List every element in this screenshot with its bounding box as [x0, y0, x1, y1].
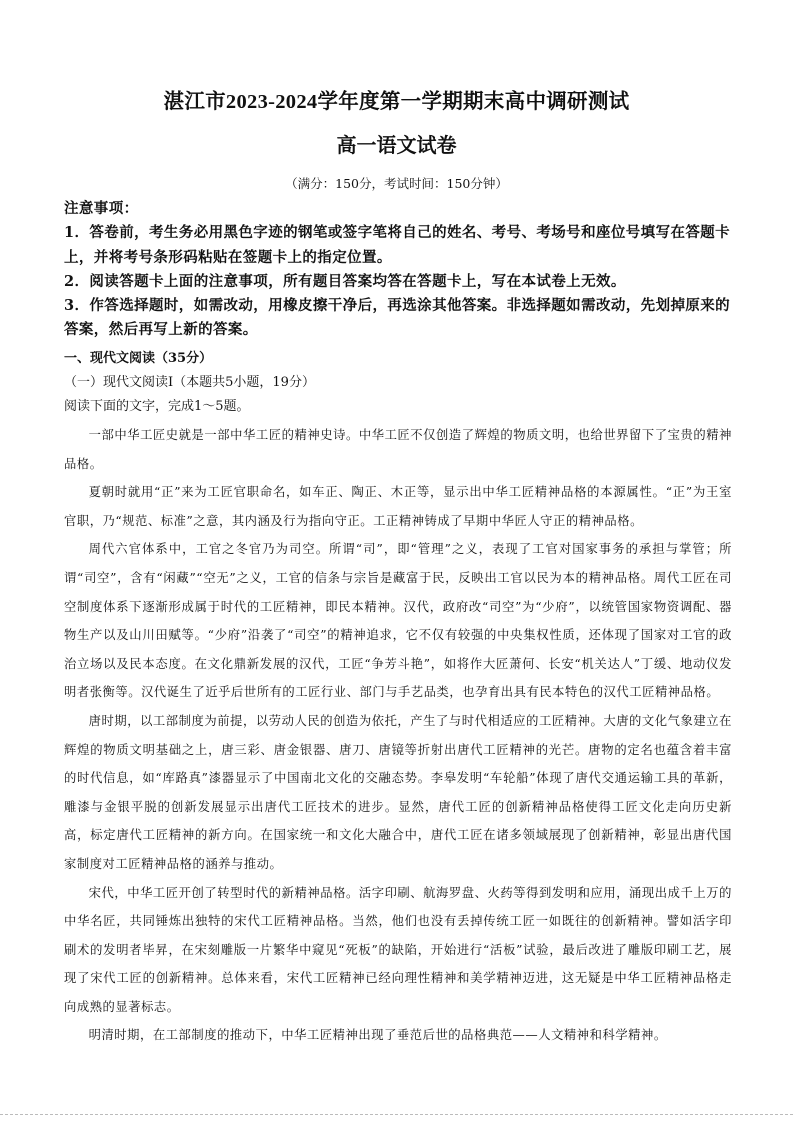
note-item: 2．阅读答题卡上面的注意事项，所有题目答案均答在答题卡上，写在本试卷上无效。 — [64, 272, 626, 290]
note-item: 3．作答选择题时，如需改动，用橡皮擦干净后，再选涂其他答案。非选择题如需改动，先划掉原来的答案，然后再写上新的答案。 — [64, 297, 731, 339]
exam-title: 湛江市2023-2024学年度第一学期期末高中调研测试 — [163, 91, 630, 113]
exam-meta: （满分：150分，考试时间：150分钟） — [285, 176, 508, 191]
passage-paragraph: 一部中华工匠史就是一部中华工匠的精神史诗。中华工匠不仅创造了辉煌的物质文明，也给世界留下了宝贵的精神品格。 — [64, 428, 732, 471]
passage-paragraph: 宋代，中华工匠开创了转型时代的新精神品格。活字印刷、航海罗盘、火药等得到发明和应用，涌现出成千上万的中华名匠，共同锤炼出独特的宋代工匠精神品格。当然，他们也没有丢掉传统工匠一如既往的创新精神。譬如活字印刷术的发明者毕昇，在宋刻雕版一片繁华中窥见“死板”的缺陷，开始进行“活板”试验，最后改进了雕版印刷工艺，展现了宋代工匠的创新精神。总体来看，宋代工匠精神已经向理性精神和美学精神迈进，这无疑是中华工匠精神品格走向成熟的显著标志。 — [64, 885, 732, 1014]
section-subheading: （一）现代文阅读Ⅰ（本题共5小题，19分） — [64, 375, 315, 390]
passage-paragraph: 夏朝时就用“正”来为工匠官职命名，如车正、陶正、木正等，显示出中华工匠精神品格的本源属性。“正”为王室官职，乃“规范、标准”之意，其内涵及行为指向守正。工正精神铸成了早期中华匠人守正的精神品格。 — [64, 485, 732, 528]
exam-subtitle: 高一语文试卷 — [336, 133, 457, 157]
section-header — [64, 347, 734, 419]
passage-paragraph: 明清时期，在工部制度的推动下，中华工匠精神出现了垂范后世的品格典范——人文精神和科学精神。 — [88, 1028, 667, 1043]
passage-paragraph: 唐时期，以工部制度为前提，以劳动人民的创造为依托，产生了与时代相适应的工匠精神。大唐的文化气象建立在辉煌的物质文明基础之上，唐三彩、唐金银器、唐刀、唐镜等折射出唐代工匠精神的光芒。唐物的定名也蕴含着丰富的时代信息，如“库路真”漆器显示了中国南北文化的交融态势。李皋发明“车轮船”体现了唐代交通运输工具的革新，雕漆与金银平脱的创新发展显示出唐代工匠技术的进步。显然，唐代工匠的创新精神品格使得工匠文化走向历史新高，标定唐代工匠精神的新方向。在国家统一和文化大融合中，唐代工匠在诸多领域展现了创新精神，彰显出唐代国家制度对工匠精神品格的涵养与推动。 — [64, 713, 732, 871]
notes-heading: 注意事项： — [64, 200, 139, 217]
page-bottom-rule — [0, 1114, 793, 1115]
reading-passage — [64, 421, 732, 1050]
passage-paragraph: 周代六官体系中，工官之冬官乃为司空。所谓“司”，即“管理”之义，表现了工官对国家事务的承担与掌管；所谓“司空”，含有“闲藏”“空无”之义，工官的信条与宗旨是藏富于民，反映出工官以民为本的精神品格。周代工匠在司空制度体系下逐渐形成属于时代的工匠精神，即民本精神。汉代，政府改“司空”为“少府”，以统管国家物资调配、器物生产以及山川田赋等。“少府”沿袭了“司空”的精神追求，它不仅有较强的中央集权性质，还体现了国家对工官的政治立场以及民本态度。在文化鼎新发展的汉代，工匠“争芳斗艳”，如将作大匠萧何、长安“机关达人”丁缓、地动仪发明者张衡等。汉代诞生了近乎后世所有的工匠行业、部门与手艺品类，也孕育出具有民本特色的汉代工匠精神品格。 — [64, 542, 732, 700]
notes-block — [64, 197, 734, 343]
section-instruction: 阅读下面的文字，完成1～5题。 — [64, 399, 250, 414]
note-item: 1．答卷前，考生务必用黑色字迹的钢笔或签字笔将自己的姓名、考号、考场号和座位号填写在答题卡上，并将考号条形码粘贴在签题卡上的指定位置。 — [64, 224, 731, 266]
section-heading: 一、现代文阅读（35分） — [64, 351, 213, 366]
